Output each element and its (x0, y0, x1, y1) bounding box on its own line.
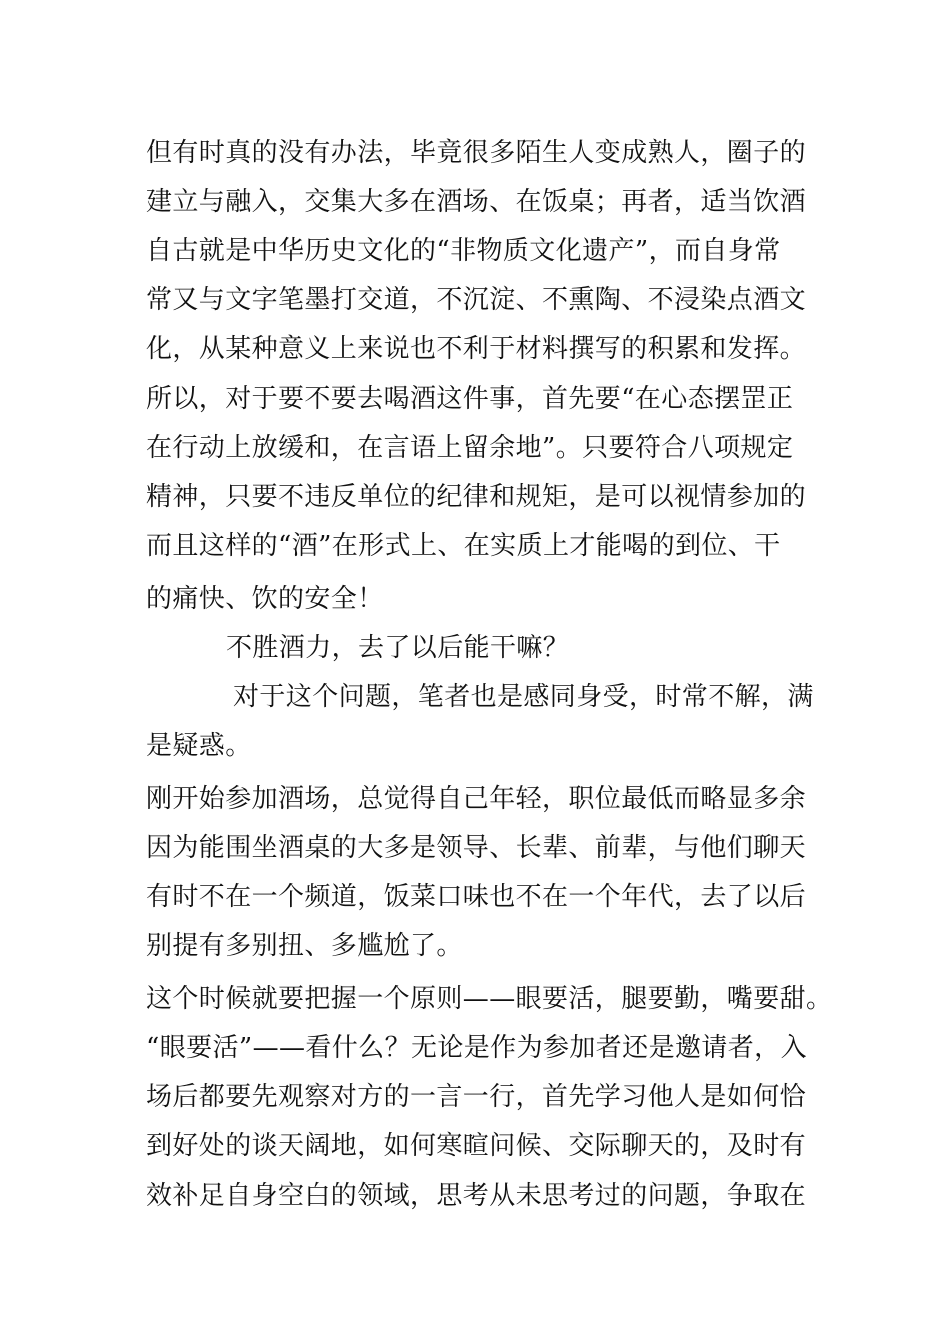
text-line: 是疑惑。 (146, 731, 252, 761)
text-line: 到好处的谈天阔地，如何寒暄问候、交际聊天的，及时有 (146, 1131, 807, 1161)
text-line: 对于这个问题，笔者也是感同身受，时常不解，满 (233, 682, 814, 712)
text-line: 效补足自身空白的领域，思考从未思考过的问题，争取在 (146, 1181, 807, 1211)
text-line: 而且这样的“酒”在形式上、在实质上才能喝的到位、干 (146, 531, 781, 561)
text-line: 场后都要先观察对方的一言一行，首先学习他人是如何恰 (146, 1082, 807, 1112)
text-line: 自古就是中华历史文化的“非物质文化遗产”，而自身常 (146, 236, 781, 266)
text-line: 建立与融入，交集大多在酒场、在饭桌；再者，适当饮酒 (146, 187, 807, 217)
text-line: 因为能围坐酒桌的大多是领导、长辈、前辈，与他们聊天 (146, 833, 807, 863)
text-line: 有时不在一个频道，饭菜口味也不在一个年代，去了以后 (146, 882, 807, 912)
text-line: 常又与文字笔墨打交道，不沉淀、不熏陶、不浸染点酒文 (146, 285, 807, 315)
text-line: “眼要活”——看什么？无论是作为参加者还是邀请者，入 (146, 1033, 807, 1063)
text-line: 所以，对于要不要去喝酒这件事，首先要“在心态摆罡正 (146, 384, 794, 414)
text-line: 精神，只要不违反单位的纪律和规矩，是可以视情参加的 (146, 482, 807, 512)
text-line: 这个时候就要把握一个原则——眼要活，腿要勤，嘴要甜。 (146, 984, 833, 1014)
section-heading: 不胜酒力，去了以后能干嘛？ (226, 633, 570, 663)
text-line: 但有时真的没有办法，毕竟很多陌生人变成熟人，圈子的 (146, 138, 807, 168)
text-line: 别提有多别扭、多尴尬了。 (146, 931, 463, 961)
text-line: 化，从某种意义上来说也不利于材料撰写的积累和发挥。 (146, 334, 807, 364)
text-line: 在行动上放缓和，在言语上留余地”。只要符合八项规定 (146, 433, 794, 463)
text-line: 的痛快、饮的安全！ (146, 584, 384, 614)
text-line: 刚开始参加酒场，总觉得自己年轻，职位最低而略显多余 (146, 784, 807, 814)
